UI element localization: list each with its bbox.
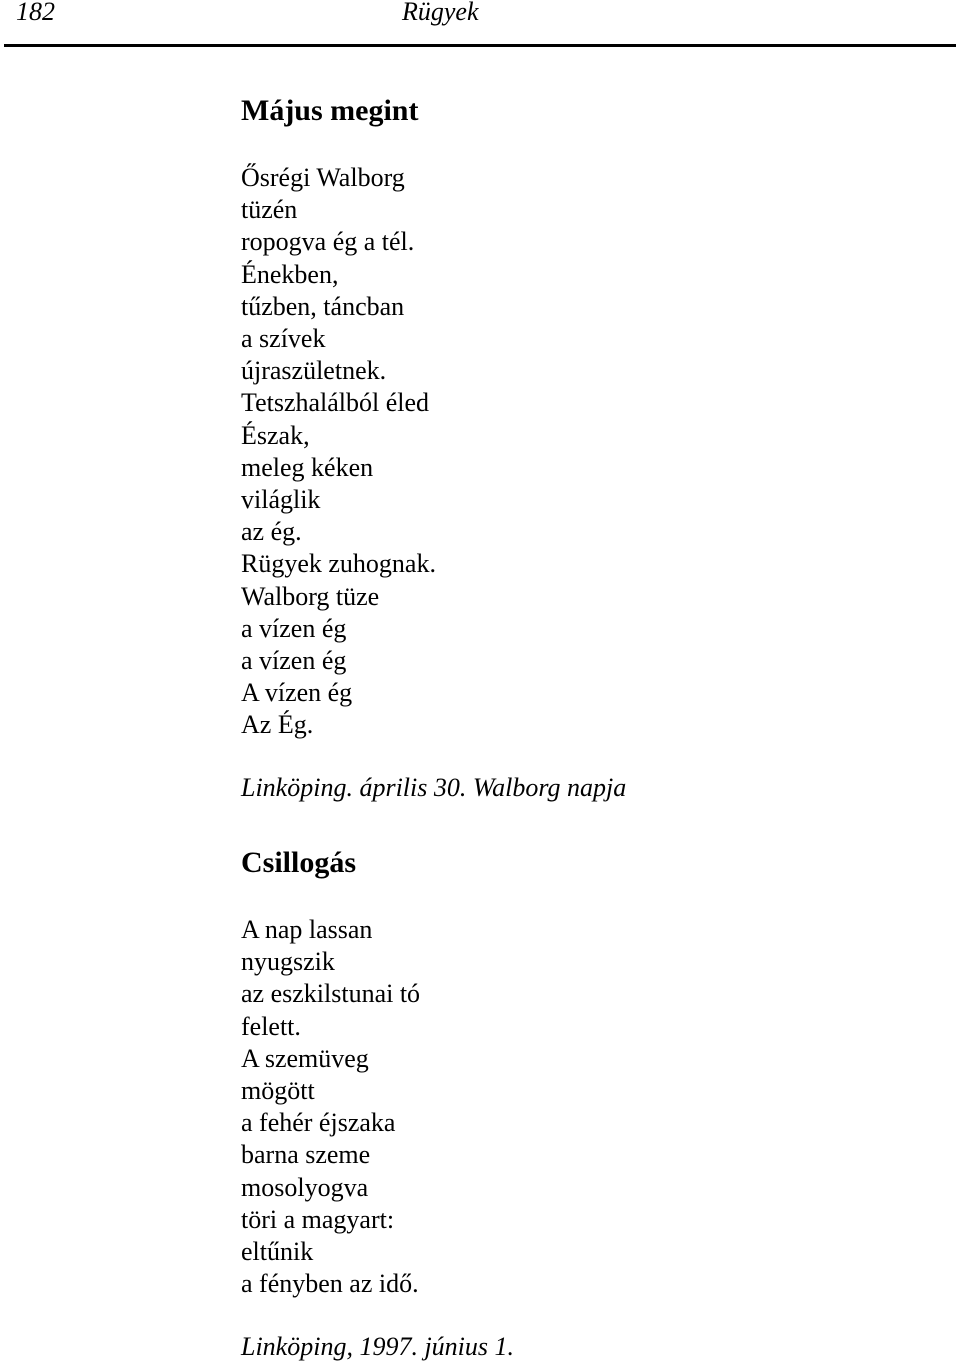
poem-title-majus-megint: Május megint: [241, 94, 419, 127]
verse-line: eltűnik: [241, 1237, 314, 1267]
poem-verse-majus-megint: [241, 162, 436, 742]
verse-line: töri a magyart:: [241, 1204, 395, 1234]
verse-line: Rügyek zuhognak.: [241, 549, 436, 579]
verse-line: felett.: [241, 1011, 301, 1041]
verse-line: az ég.: [241, 517, 302, 547]
verse-line: mosolyogva: [241, 1172, 369, 1202]
verse-line: tűzben, táncban: [241, 291, 405, 321]
page-number: 182: [16, 0, 55, 26]
verse-line: tüzén: [241, 195, 298, 225]
poem-title-csillogas: Csillogás: [241, 846, 357, 879]
verse-line: ropogva ég a tél.: [241, 227, 415, 257]
page-header: [0, 0, 960, 48]
verse-line: újraszületnek.: [241, 356, 387, 386]
poem-signature-majus-megint: Linköping. április 30. Walborg napja: [241, 773, 627, 802]
running-title: Rügyek: [402, 0, 479, 26]
verse-line: a szívek: [241, 324, 326, 354]
verse-line: a fényben az idő.: [241, 1269, 419, 1299]
verse-line: Ősrégi Walborg: [241, 163, 405, 192]
verse-line: Észak,: [241, 420, 310, 450]
verse-line: A szemüveg: [241, 1043, 369, 1073]
verse-line: Tetszhalálból éled: [241, 388, 430, 418]
verse-line: barna szeme: [241, 1140, 371, 1170]
verse-line: nyugszik: [241, 947, 335, 977]
verse-line: az eszkilstunai tó: [241, 979, 421, 1009]
poem-verse-csillogas: [241, 914, 420, 1300]
verse-line: Az Ég.: [241, 710, 314, 740]
verse-line: A vízen ég: [241, 678, 353, 708]
header-rule: [4, 44, 956, 47]
verse-line: meleg kéken: [241, 452, 374, 482]
verse-line: a vízen ég: [241, 613, 347, 643]
verse-line: a fehér éjszaka: [241, 1108, 396, 1138]
verse-line: Walborg tüze: [241, 581, 380, 611]
poem-signature-csillogas: Linköping, 1997. június 1.: [241, 1332, 515, 1361]
verse-line: Énekben,: [241, 259, 339, 289]
verse-line: A nap lassan: [241, 915, 373, 944]
verse-line: a vízen ég: [241, 646, 347, 676]
verse-line: mögött: [241, 1076, 315, 1106]
verse-line: világlik: [241, 485, 321, 515]
